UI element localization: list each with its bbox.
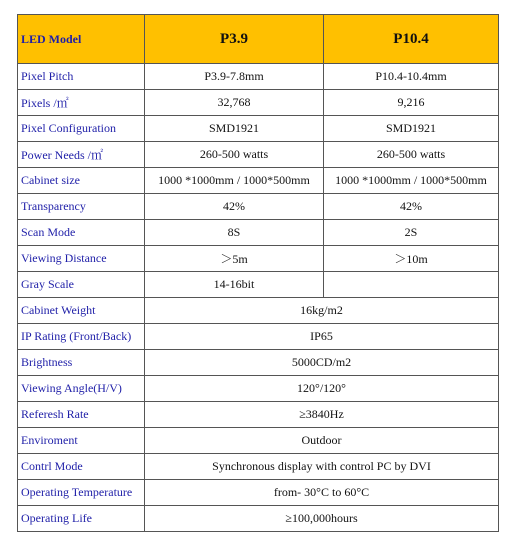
row-label: IP Rating (Front/Back) [18,324,145,350]
row-value-p10-4: P10.4-10.4mm [324,64,499,90]
row-label: Viewing Distance [18,246,145,272]
row-value-p10-4: 9,216 [324,90,499,116]
row-label: Gray Scale [18,272,145,298]
row-value-shared: IP65 [145,324,499,350]
table-header-row [18,15,499,64]
led-spec-table [17,14,499,532]
row-value-shared: Synchronous display with control PC by DVI [145,454,499,480]
row-label: Transparency [18,194,145,220]
row-label: Pixels /㎡ [18,90,145,116]
row-value-p3-9: 1000 *1000mm / 1000*500mm [145,168,324,194]
row-label: Operating Life [18,506,145,532]
table-row [18,64,499,90]
row-value-p10-4: 42% [324,194,499,220]
row-value-p3-9: 260-500 watts [145,142,324,168]
row-value-p3-9: 8S [145,220,324,246]
table-row [18,168,499,194]
row-value-p10-4: 2S [324,220,499,246]
row-label: Brightness [18,350,145,376]
row-value-p3-9: 42% [145,194,324,220]
table-row [18,428,499,454]
row-value-p10-4: ＞10m [324,246,499,272]
table-row [18,506,499,532]
row-label: Scan Mode [18,220,145,246]
row-label: Pixel Pitch [18,64,145,90]
row-label: Cabinet Weight [18,298,145,324]
row-value-p3-9: 14-16bit [145,272,324,298]
row-value-shared: ≥3840Hz [145,402,499,428]
row-value-shared: ≥100,000hours [145,506,499,532]
row-value-shared: Outdoor [145,428,499,454]
row-value-shared: 5000CD/m2 [145,350,499,376]
row-value-p10-4: SMD1921 [324,116,499,142]
row-label: Referesh Rate [18,402,145,428]
row-label: Power Needs /㎡ [18,142,145,168]
table-row [18,454,499,480]
table-row [18,90,499,116]
row-value-shared: from- 30°C to 60°C [145,480,499,506]
row-label: Enviroment [18,428,145,454]
table-row [18,272,499,298]
header-model-p3-9: P3.9 [145,15,324,64]
row-label: Pixel Configuration [18,116,145,142]
row-value-p3-9: ＞5m [145,246,324,272]
table-row [18,324,499,350]
table-row [18,298,499,324]
table-row [18,246,499,272]
table-row [18,142,499,168]
row-value-shared: 16kg/m2 [145,298,499,324]
header-model-p10-4: P10.4 [324,15,499,64]
header-label: LED Model [18,15,145,64]
row-label: Cabinet size [18,168,145,194]
row-value-p10-4: 1000 *1000mm / 1000*500mm [324,168,499,194]
row-label: Operating Temperature [18,480,145,506]
row-value-shared: 120°/120° [145,376,499,402]
table-row [18,350,499,376]
row-value-p3-9: SMD1921 [145,116,324,142]
row-value-p3-9: P3.9-7.8mm [145,64,324,90]
row-value-p10-4 [324,272,499,298]
row-label: Viewing Angle(H/V) [18,376,145,402]
row-value-p3-9: 32,768 [145,90,324,116]
table-row [18,116,499,142]
table-row [18,480,499,506]
table-row [18,194,499,220]
table-row [18,376,499,402]
table-row [18,220,499,246]
row-value-p10-4: 260-500 watts [324,142,499,168]
row-label: Contrl Mode [18,454,145,480]
table-row [18,402,499,428]
